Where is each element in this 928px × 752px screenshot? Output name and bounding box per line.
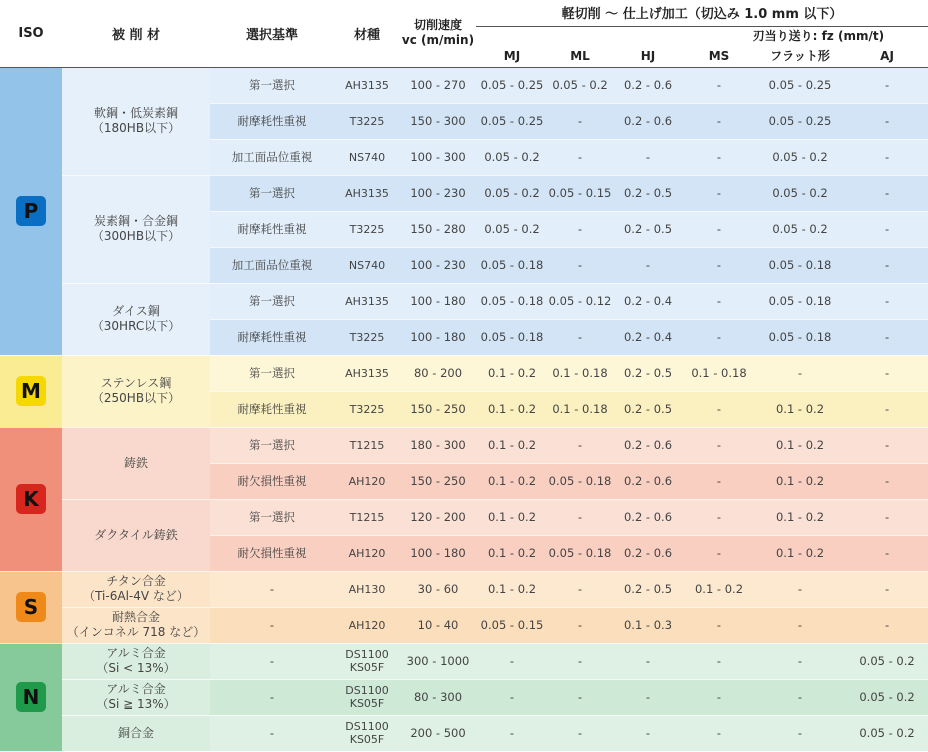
criteria-cell: 第一選択 (210, 355, 334, 391)
table-row (0, 643, 928, 679)
feed-cell-ms: - (684, 463, 754, 499)
feed-cell-ml: - (548, 715, 612, 751)
text-line: アルミ合金 (106, 646, 166, 660)
text-line: ダイス鋼 (112, 304, 160, 318)
feed-cell-hj: 0.2 - 0.5 (612, 571, 684, 607)
criteria-cell: 耐摩耗性重視 (210, 391, 334, 427)
feed-cell-aj: - (846, 247, 928, 283)
text-line: （250HB以下） (91, 391, 181, 405)
feed-cell-flat: 0.1 - 0.2 (754, 463, 846, 499)
feed-cell-hj: 0.2 - 0.6 (612, 103, 684, 139)
material-cell (62, 607, 210, 643)
speed-cell: 150 - 280 (400, 211, 476, 247)
table-row (0, 283, 928, 319)
feed-cell-ms: - (684, 499, 754, 535)
text-line: T3225 (349, 222, 385, 236)
text-line: KS05F (349, 733, 385, 746)
table-body (0, 67, 928, 751)
feed-cell-hj: - (612, 247, 684, 283)
grade-cell (334, 463, 400, 499)
feed-cell-mj: 0.05 - 0.18 (476, 247, 548, 283)
text-line: T1215 (349, 438, 385, 452)
feed-cell-aj: - (846, 139, 928, 175)
criteria-cell: 加工面品位重視 (210, 139, 334, 175)
iso-badge-s: S (16, 592, 46, 622)
feed-cell-hj: 0.2 - 0.5 (612, 391, 684, 427)
feed-cell-mj: 0.1 - 0.2 (476, 499, 548, 535)
feed-cell-mj: 0.1 - 0.2 (476, 535, 548, 571)
feed-cell-ms: - (684, 643, 754, 679)
feed-cell-mj: 0.05 - 0.15 (476, 607, 548, 643)
feed-cell-ml: - (548, 607, 612, 643)
material-cell (62, 499, 210, 571)
feed-cell-aj: 0.05 - 0.2 (846, 679, 928, 715)
feed-cell-ms: - (684, 607, 754, 643)
feed-cell-flat: 0.05 - 0.2 (754, 139, 846, 175)
feed-cell-ml: - (548, 319, 612, 355)
table-row (0, 607, 928, 643)
feed-cell-hj: 0.2 - 0.5 (612, 355, 684, 391)
grade-cell (334, 175, 400, 211)
feed-cell-flat: - (754, 643, 846, 679)
grade-cell (334, 355, 400, 391)
feed-cell-aj: - (846, 103, 928, 139)
feed-cell-flat: 0.05 - 0.2 (754, 211, 846, 247)
criteria-cell: - (210, 643, 334, 679)
feed-cell-ms: - (684, 427, 754, 463)
speed-cell: 300 - 1000 (400, 643, 476, 679)
feed-cell-flat: - (754, 355, 846, 391)
text-line: AH130 (348, 582, 386, 596)
speed-cell: 100 - 180 (400, 319, 476, 355)
speed-cell: 180 - 300 (400, 427, 476, 463)
feed-cell-mj: 0.1 - 0.2 (476, 427, 548, 463)
feed-cell-ml: - (548, 103, 612, 139)
iso-cell-s (0, 571, 62, 643)
feed-cell-mj: - (476, 643, 548, 679)
feed-cell-ml: - (548, 211, 612, 247)
iso-cell-k (0, 427, 62, 571)
feed-cell-ml: - (548, 643, 612, 679)
feed-cell-hj: 0.1 - 0.3 (612, 607, 684, 643)
speed-cell: 150 - 250 (400, 463, 476, 499)
material-cell (62, 679, 210, 715)
feed-cell-aj: - (846, 463, 928, 499)
feed-cell-aj: - (846, 499, 928, 535)
feed-cell-flat: - (754, 679, 846, 715)
text-line: AH3135 (345, 366, 389, 380)
criteria-cell: - (210, 571, 334, 607)
feed-cell-hj: 0.2 - 0.5 (612, 175, 684, 211)
feed-cell-ms: - (684, 715, 754, 751)
speed-cell: 200 - 500 (400, 715, 476, 751)
text-line: DS1100 (345, 648, 389, 661)
criteria-cell: 第一選択 (210, 175, 334, 211)
feed-cell-ml: - (548, 499, 612, 535)
iso-badge-p: P (16, 196, 46, 226)
iso-badge-k: K (16, 484, 46, 514)
grade-cell (334, 499, 400, 535)
criteria-cell: 耐欠損性重視 (210, 463, 334, 499)
feed-cell-ms: - (684, 535, 754, 571)
feed-cell-hj: 0.2 - 0.6 (612, 535, 684, 571)
iso-cell-m (0, 355, 62, 427)
feed-cell-ml: - (548, 679, 612, 715)
criteria-cell: 第一選択 (210, 283, 334, 319)
feed-cell-mj: 0.1 - 0.2 (476, 355, 548, 391)
text-line: T3225 (349, 330, 385, 344)
header-criteria: 選択基準 (210, 0, 334, 67)
feed-cell-flat: 0.05 - 0.18 (754, 283, 846, 319)
feed-cell-mj: 0.05 - 0.25 (476, 103, 548, 139)
text-line: （180HB以下） (91, 121, 181, 135)
feed-cell-ms: 0.1 - 0.18 (684, 355, 754, 391)
text-line: AH120 (348, 474, 386, 488)
feed-cell-flat: 0.05 - 0.25 (754, 67, 846, 103)
feed-cell-hj: - (612, 643, 684, 679)
table-row (0, 175, 928, 211)
feed-cell-aj: - (846, 355, 928, 391)
text-line: ステンレス鋼 (100, 376, 172, 390)
table-row (0, 355, 928, 391)
header-col-ms: MS (684, 45, 754, 68)
text-line: チタン合金 (106, 574, 166, 588)
text-line: 炭素鋼・合金鋼 (93, 214, 178, 228)
material-cell (62, 643, 210, 679)
feed-cell-ms: - (684, 283, 754, 319)
feed-cell-ms: - (684, 139, 754, 175)
text-line: T3225 (349, 114, 385, 128)
feed-cell-ms: - (684, 247, 754, 283)
speed-cell: 150 - 250 (400, 391, 476, 427)
grade-cell (334, 607, 400, 643)
grade-cell (334, 67, 400, 103)
feed-cell-flat: 0.1 - 0.2 (754, 499, 846, 535)
feed-cell-aj: - (846, 319, 928, 355)
text-line: 鋳鉄 (123, 455, 148, 470)
feed-cell-mj: - (476, 679, 548, 715)
text-line: ダクタイル鋳鉄 (94, 527, 178, 542)
feed-cell-flat: - (754, 715, 846, 751)
feed-cell-mj: 0.05 - 0.2 (476, 175, 548, 211)
feed-cell-mj: - (476, 715, 548, 751)
text-line: アルミ合金 (106, 682, 166, 696)
speed-cell: 10 - 40 (400, 607, 476, 643)
criteria-cell: - (210, 715, 334, 751)
feed-cell-flat: 0.05 - 0.18 (754, 319, 846, 355)
feed-cell-mj: 0.1 - 0.2 (476, 391, 548, 427)
speed-cell: 150 - 300 (400, 103, 476, 139)
feed-cell-ml: 0.1 - 0.18 (548, 355, 612, 391)
header-speed-line1: 切削速度 (413, 18, 462, 33)
feed-cell-ml: - (548, 247, 612, 283)
feed-cell-hj: 0.2 - 0.6 (612, 463, 684, 499)
feed-cell-mj: 0.05 - 0.25 (476, 67, 548, 103)
feed-cell-ms: - (684, 391, 754, 427)
text-line: AH120 (348, 546, 386, 560)
text-line: 軟鋼・低炭素鋼 (93, 106, 178, 120)
header-material: 被 削 材 (62, 0, 210, 67)
criteria-cell: 耐欠損性重視 (210, 535, 334, 571)
text-line: KS05F (349, 697, 385, 710)
feed-cell-aj: - (846, 427, 928, 463)
iso-cell-p (0, 67, 62, 355)
feed-cell-aj: 0.05 - 0.2 (846, 715, 928, 751)
feed-cell-hj: 0.2 - 0.4 (612, 319, 684, 355)
text-line: KS05F (349, 661, 385, 674)
feed-cell-flat: 0.05 - 0.2 (754, 175, 846, 211)
feed-cell-ml: 0.1 - 0.18 (548, 391, 612, 427)
feed-cell-ml: 0.05 - 0.18 (548, 463, 612, 499)
criteria-cell: 第一選択 (210, 499, 334, 535)
speed-cell: 100 - 300 (400, 139, 476, 175)
feed-cell-mj: 0.1 - 0.2 (476, 571, 548, 607)
iso-badge-m: M (16, 376, 46, 406)
feed-cell-flat: - (754, 571, 846, 607)
table-row (0, 679, 928, 715)
feed-cell-mj: 0.1 - 0.2 (476, 463, 548, 499)
text-line: AH3135 (345, 186, 389, 200)
feed-cell-ms: - (684, 67, 754, 103)
grade-cell (334, 643, 400, 679)
feed-cell-aj: - (846, 571, 928, 607)
feed-cell-ms: 0.1 - 0.2 (684, 571, 754, 607)
grade-cell (334, 679, 400, 715)
speed-cell: 100 - 270 (400, 67, 476, 103)
table-row (0, 715, 928, 751)
speed-cell: 100 - 230 (400, 175, 476, 211)
grade-cell (334, 211, 400, 247)
criteria-cell: 加工面品位重視 (210, 247, 334, 283)
header-grade: 材種 (334, 0, 400, 67)
grade-cell (334, 283, 400, 319)
speed-cell: 100 - 180 (400, 535, 476, 571)
header-col-ml: ML (548, 45, 612, 68)
speed-cell: 100 - 230 (400, 247, 476, 283)
criteria-cell: 耐摩耗性重視 (210, 211, 334, 247)
speed-cell: 80 - 200 (400, 355, 476, 391)
feed-cell-hj: - (612, 139, 684, 175)
header-col-flat: フラット形 (754, 45, 846, 68)
feed-cell-ms: - (684, 319, 754, 355)
text-line: （Si ≧ 13%） (96, 697, 176, 711)
feed-cell-ml: 0.05 - 0.15 (548, 175, 612, 211)
feed-cell-flat: 0.05 - 0.18 (754, 247, 846, 283)
feed-cell-flat: 0.1 - 0.2 (754, 535, 846, 571)
table-row (0, 571, 928, 607)
grade-cell (334, 103, 400, 139)
text-line: 銅合金 (117, 725, 154, 740)
text-line: AH3135 (345, 294, 389, 308)
feed-cell-aj: - (846, 535, 928, 571)
text-line: （Si < 13%） (96, 661, 176, 675)
grade-cell (334, 535, 400, 571)
criteria-cell: - (210, 679, 334, 715)
table-row (0, 67, 928, 103)
criteria-cell: - (210, 607, 334, 643)
header-speed-line2: vc (m/min) (401, 33, 475, 48)
feed-cell-hj: 0.2 - 0.6 (612, 67, 684, 103)
feed-cell-mj: 0.05 - 0.2 (476, 211, 548, 247)
text-line: NS740 (348, 150, 386, 164)
feed-cell-ml: - (548, 571, 612, 607)
grade-cell (334, 139, 400, 175)
feed-cell-hj: - (612, 715, 684, 751)
feed-cell-flat: 0.1 - 0.2 (754, 391, 846, 427)
feed-cell-ml: 0.05 - 0.18 (548, 535, 612, 571)
feed-cell-hj: 0.2 - 0.6 (612, 427, 684, 463)
material-cell (62, 283, 210, 355)
grade-cell (334, 571, 400, 607)
feed-cell-ml: 0.05 - 0.2 (548, 67, 612, 103)
material-cell (62, 571, 210, 607)
feed-cell-flat: 0.1 - 0.2 (754, 427, 846, 463)
feed-cell-hj: 0.2 - 0.4 (612, 283, 684, 319)
feed-cell-aj: 0.05 - 0.2 (846, 643, 928, 679)
material-cell (62, 67, 210, 175)
criteria-cell: 第一選択 (210, 67, 334, 103)
feed-cell-ml: - (548, 139, 612, 175)
text-line: DS1100 (345, 684, 389, 697)
material-cell (62, 427, 210, 499)
feed-cell-ml: 0.05 - 0.12 (548, 283, 612, 319)
feed-cell-aj: - (846, 211, 928, 247)
feed-cell-mj: 0.05 - 0.18 (476, 283, 548, 319)
criteria-cell: 耐摩耗性重視 (210, 319, 334, 355)
text-line: （インコネル 718 など） (66, 625, 206, 639)
text-line: 耐熱合金 (111, 610, 160, 624)
feed-cell-hj: 0.2 - 0.6 (612, 499, 684, 535)
iso-badge-n: N (16, 682, 46, 712)
table-row (0, 499, 928, 535)
feed-cell-aj: - (846, 175, 928, 211)
feed-cell-aj: - (846, 607, 928, 643)
text-line: T1215 (349, 510, 385, 524)
material-cell (62, 175, 210, 283)
material-cell (62, 715, 210, 751)
speed-cell: 120 - 200 (400, 499, 476, 535)
text-line: AH120 (348, 618, 386, 632)
header-col-mj: MJ (476, 45, 548, 68)
text-line: DS1100 (345, 720, 389, 733)
feed-cell-hj: 0.2 - 0.5 (612, 211, 684, 247)
feed-cell-aj: - (846, 283, 928, 319)
grade-cell (334, 427, 400, 463)
criteria-cell: 第一選択 (210, 427, 334, 463)
grade-cell (334, 715, 400, 751)
speed-cell: 100 - 180 (400, 283, 476, 319)
grade-cell (334, 391, 400, 427)
feed-cell-aj: - (846, 67, 928, 103)
table-row (0, 427, 928, 463)
text-line: （300HB以下） (91, 229, 181, 243)
header-speed (400, 0, 476, 67)
text-line: AH3135 (345, 78, 389, 92)
header-col-hj: HJ (612, 45, 684, 68)
header-main-title: 軽切削 〜 仕上げ加工（切込み 1.0 mm 以下） (476, 0, 928, 26)
grade-cell (334, 319, 400, 355)
text-line: （30HRC以下） (91, 319, 181, 333)
feed-cell-ms: - (684, 103, 754, 139)
text-line: （Ti-6Al-4V など） (83, 589, 189, 603)
feed-cell-hj: - (612, 679, 684, 715)
grade-cell (334, 247, 400, 283)
header-col-aj: AJ (846, 45, 928, 68)
feed-cell-mj: 0.05 - 0.18 (476, 319, 548, 355)
header-iso: ISO (0, 0, 62, 67)
feed-cell-flat: 0.05 - 0.25 (754, 103, 846, 139)
speed-cell: 30 - 60 (400, 571, 476, 607)
feed-cell-mj: 0.05 - 0.2 (476, 139, 548, 175)
material-cell (62, 355, 210, 427)
text-line: NS740 (348, 258, 386, 272)
feed-cell-ml: - (548, 427, 612, 463)
speed-cell: 80 - 300 (400, 679, 476, 715)
iso-cell-n (0, 643, 62, 751)
feed-cell-ms: - (684, 211, 754, 247)
feed-cell-flat: - (754, 607, 846, 643)
feed-cell-aj: - (846, 391, 928, 427)
criteria-cell: 耐摩耗性重視 (210, 103, 334, 139)
header-feed-title: 刃当り送り: fz (mm/t) (752, 29, 885, 43)
text-line: T3225 (349, 402, 385, 416)
feed-cell-ms: - (684, 175, 754, 211)
feed-cell-ms: - (684, 679, 754, 715)
